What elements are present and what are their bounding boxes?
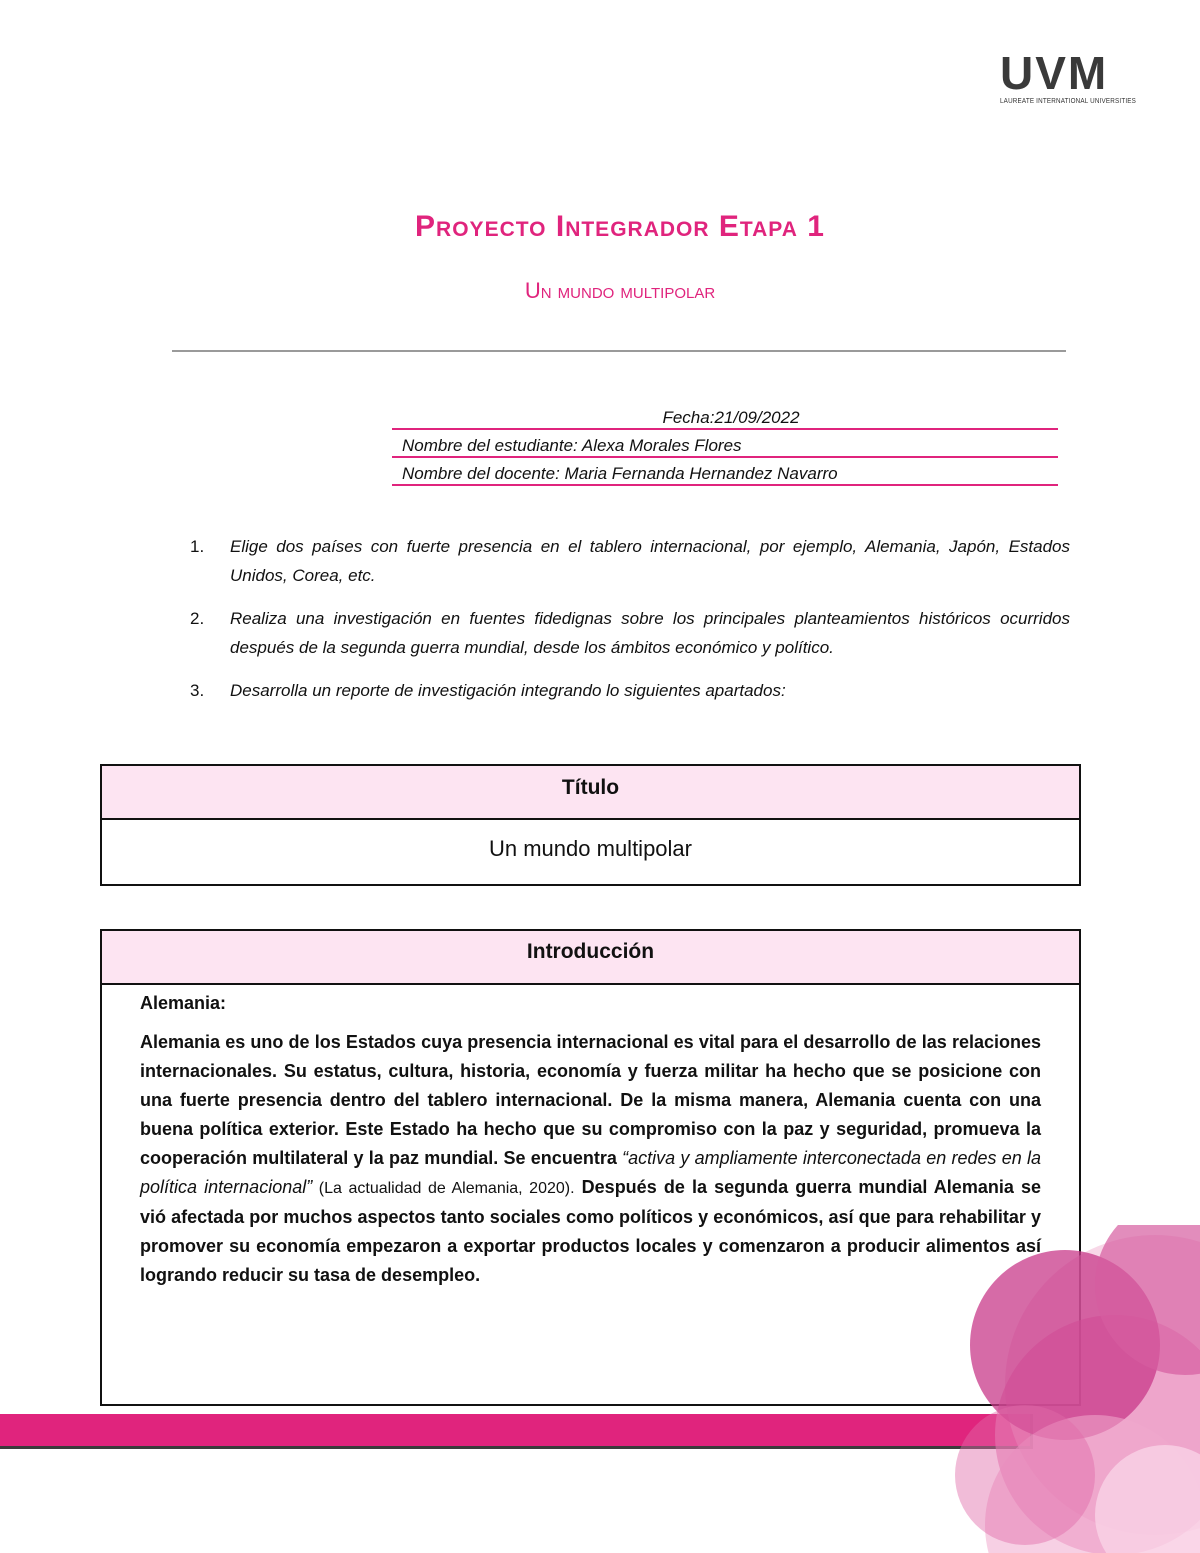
paragraph-quote: “activa y ampliamente interconectada en redes en la política internacional”	[140, 1148, 1042, 1197]
uvm-logo	[1000, 47, 1137, 110]
date-line: Fecha:21/09/2022	[392, 408, 1058, 430]
paragraph-start: Alemania es uno de los Estados cuya presencia internacional es vital para el desarrollo de las relaciones internacionales. Su estatus, cultura, historia, economía y fuerza militar ha hecho que se posicione con una fuerte presencia dentro del tablero internacional. De la misma manera, Alemania cuenta con una buena política exterior. Este Estado ha hecho que su compromiso con la paz y seguridad, promueva la cooperación multilateral y la paz mundial. Se encuentra	[140, 1032, 1041, 1168]
teacher-name-line: Nombre del docente: Maria Fernanda Hernandez Navarro	[392, 464, 1058, 486]
instruction-text: Realiza una investigación en fuentes fidedignas sobre los principales planteamientos históricos ocurridos después de la segunda guerra mundial, desde los ámbitos económico y político.	[230, 609, 1070, 657]
instruction-text: Desarrolla un reporte de investigación integrando lo siguientes apartados:	[230, 681, 786, 700]
introduction-table-header: Introducción	[102, 931, 1079, 985]
logo-brand: UVM	[1000, 47, 1109, 99]
footer-band	[0, 1414, 1033, 1449]
introduction-paragraph	[140, 1028, 1041, 1290]
document-title: Proyecto Integrador Etapa 1	[415, 210, 825, 243]
instruction-text: Elige dos países con fuerte presencia en el tablero internacional, por ejemplo, Alemania, Japón, Estados Unidos, Corea, etc.	[230, 537, 1070, 585]
title-table-value: Un mundo multipolar	[489, 836, 692, 861]
document-subtitle: Un mundo multipolar	[524, 278, 716, 303]
introduction-table-body	[102, 985, 1079, 1290]
title-table	[100, 764, 1081, 886]
instruction-item	[190, 676, 1070, 705]
instruction-number: 3.	[190, 681, 205, 700]
instruction-number: 2.	[190, 609, 205, 628]
instruction-number: 1.	[190, 537, 205, 556]
paragraph-end: Después de la segunda guerra mundial Alemania se vió afectada por muchos aspectos tanto sociales como políticos y económicos, así que para rehabilitar y promover su economía empezaron a exportar productos locales y comenzaron a producir alimentos así logrando reducir su tasa de desempleo.	[140, 1177, 1041, 1285]
instruction-item	[190, 604, 1070, 662]
instructions-list	[190, 532, 1070, 719]
student-name-line: Nombre del estudiante: Alexa Morales Flores	[392, 436, 1058, 458]
header-divider	[172, 350, 1066, 352]
section-heading: Alemania:	[140, 993, 227, 1013]
instruction-item	[190, 532, 1070, 590]
logo-tagline: LAUREATE INTERNATIONAL UNIVERSITIES	[1000, 98, 1137, 105]
paragraph-citation: (La actualidad de Alemania, 2020).	[312, 1180, 575, 1197]
title-table-header: Título	[102, 766, 1079, 820]
